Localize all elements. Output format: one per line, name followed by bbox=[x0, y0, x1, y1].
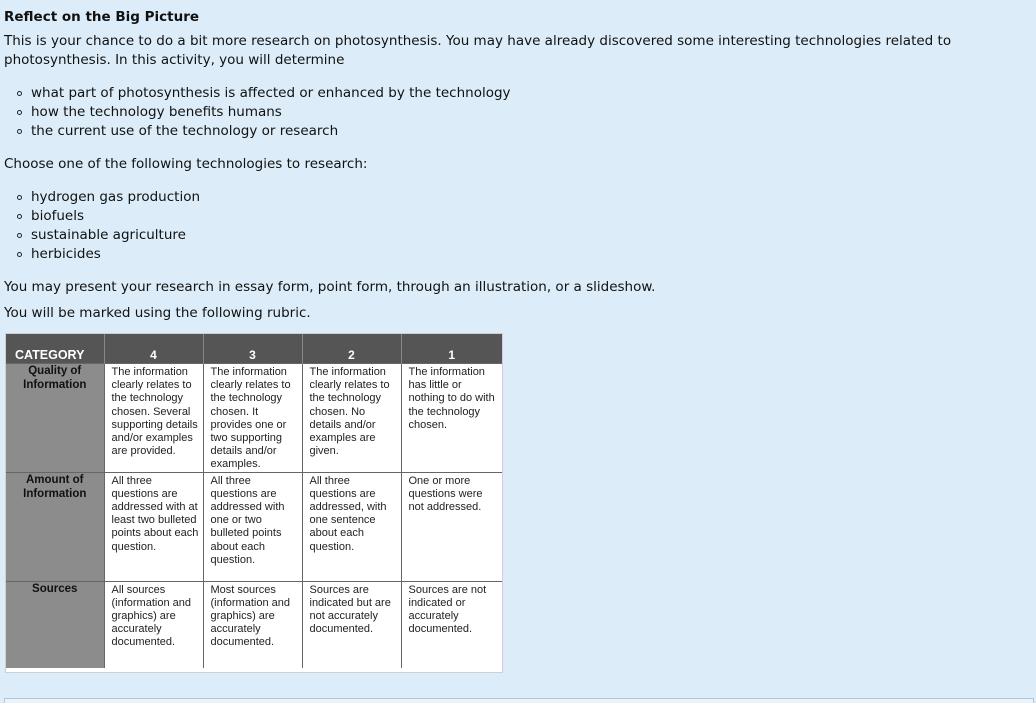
list-item: biofuels bbox=[16, 207, 1032, 226]
page-title: Reflect on the Big Picture bbox=[4, 9, 200, 25]
rubric-image bbox=[6, 334, 502, 672]
activity-content bbox=[4, 0, 1032, 323]
intro-paragraph: This is your chance to do a bit more research on photosynthesis. You may have already discovered some interesting technologies related to photosynthesis. In this activity, you will determine bbox=[4, 33, 952, 68]
rubric-cell: One or more questions were not addressed. bbox=[401, 472, 502, 581]
rubric-header-level-1: 1 bbox=[401, 334, 502, 364]
list-item: herbicides bbox=[16, 245, 1032, 264]
rubric-header-row bbox=[6, 334, 502, 364]
list-item: what part of photosynthesis is affected or enhanced by the technology bbox=[16, 84, 1032, 103]
rubric-category-cell: Amount of Information bbox=[6, 472, 104, 581]
rubric-row-amount bbox=[6, 472, 502, 581]
rubric-category-cell: Sources bbox=[6, 581, 104, 668]
presentation-options: You may present your research in essay form, point form, through an illustration, or a slideshow. bbox=[4, 279, 656, 295]
rubric-row-sources bbox=[6, 581, 502, 668]
rubric-cell: All three questions are addressed with one or two bulleted points about each question. bbox=[203, 472, 302, 581]
rubric-cell: All three questions are addressed, with one sentence about each question. bbox=[302, 472, 401, 581]
list-item: how the technology benefits humans bbox=[16, 103, 1032, 122]
list-item: the current use of the technology or research bbox=[16, 122, 1032, 141]
rubric-cell: Most sources (information and graphics) are accurately documented. bbox=[203, 581, 302, 668]
rubric-row-quality bbox=[6, 364, 502, 473]
rubric-header-level-3: 3 bbox=[203, 334, 302, 364]
list-item: hydrogen gas production bbox=[16, 188, 1032, 207]
rubric-table bbox=[6, 334, 502, 668]
rubric-category-cell: Quality of Information bbox=[6, 364, 104, 473]
rubric-cell: Sources are not indicated or accurately documented. bbox=[401, 581, 502, 668]
technology-list bbox=[4, 188, 1032, 264]
rubric-cell: All three questions are addressed with at least two bulleted points about each question. bbox=[104, 472, 203, 581]
rubric-header-category: CATEGORY bbox=[6, 334, 104, 364]
rubric-cell: All sources (information and graphics) are accurately documented. bbox=[104, 581, 203, 668]
rubric-cell: The information clearly relates to the technology chosen. Several supporting details and/or examples are provided. bbox=[104, 364, 203, 473]
rubric-cell: The information clearly relates to the technology chosen. It provides one or two supporting details and/or examples. bbox=[203, 364, 302, 473]
rubric-intro: You will be marked using the following rubric. bbox=[4, 305, 311, 321]
next-section-divider bbox=[4, 698, 1034, 703]
rubric-cell: The information clearly relates to the technology chosen. No details and/or examples are given. bbox=[302, 364, 401, 473]
choose-instruction: Choose one of the following technologies to research: bbox=[4, 156, 368, 172]
determine-list bbox=[4, 84, 1032, 141]
rubric-header-level-4: 4 bbox=[104, 334, 203, 364]
rubric-cell: Sources are indicated but are not accurately documented. bbox=[302, 581, 401, 668]
rubric-cell: The information has little or nothing to do with the technology chosen. bbox=[401, 364, 502, 473]
rubric-header-level-2: 2 bbox=[302, 334, 401, 364]
list-item: sustainable agriculture bbox=[16, 226, 1032, 245]
